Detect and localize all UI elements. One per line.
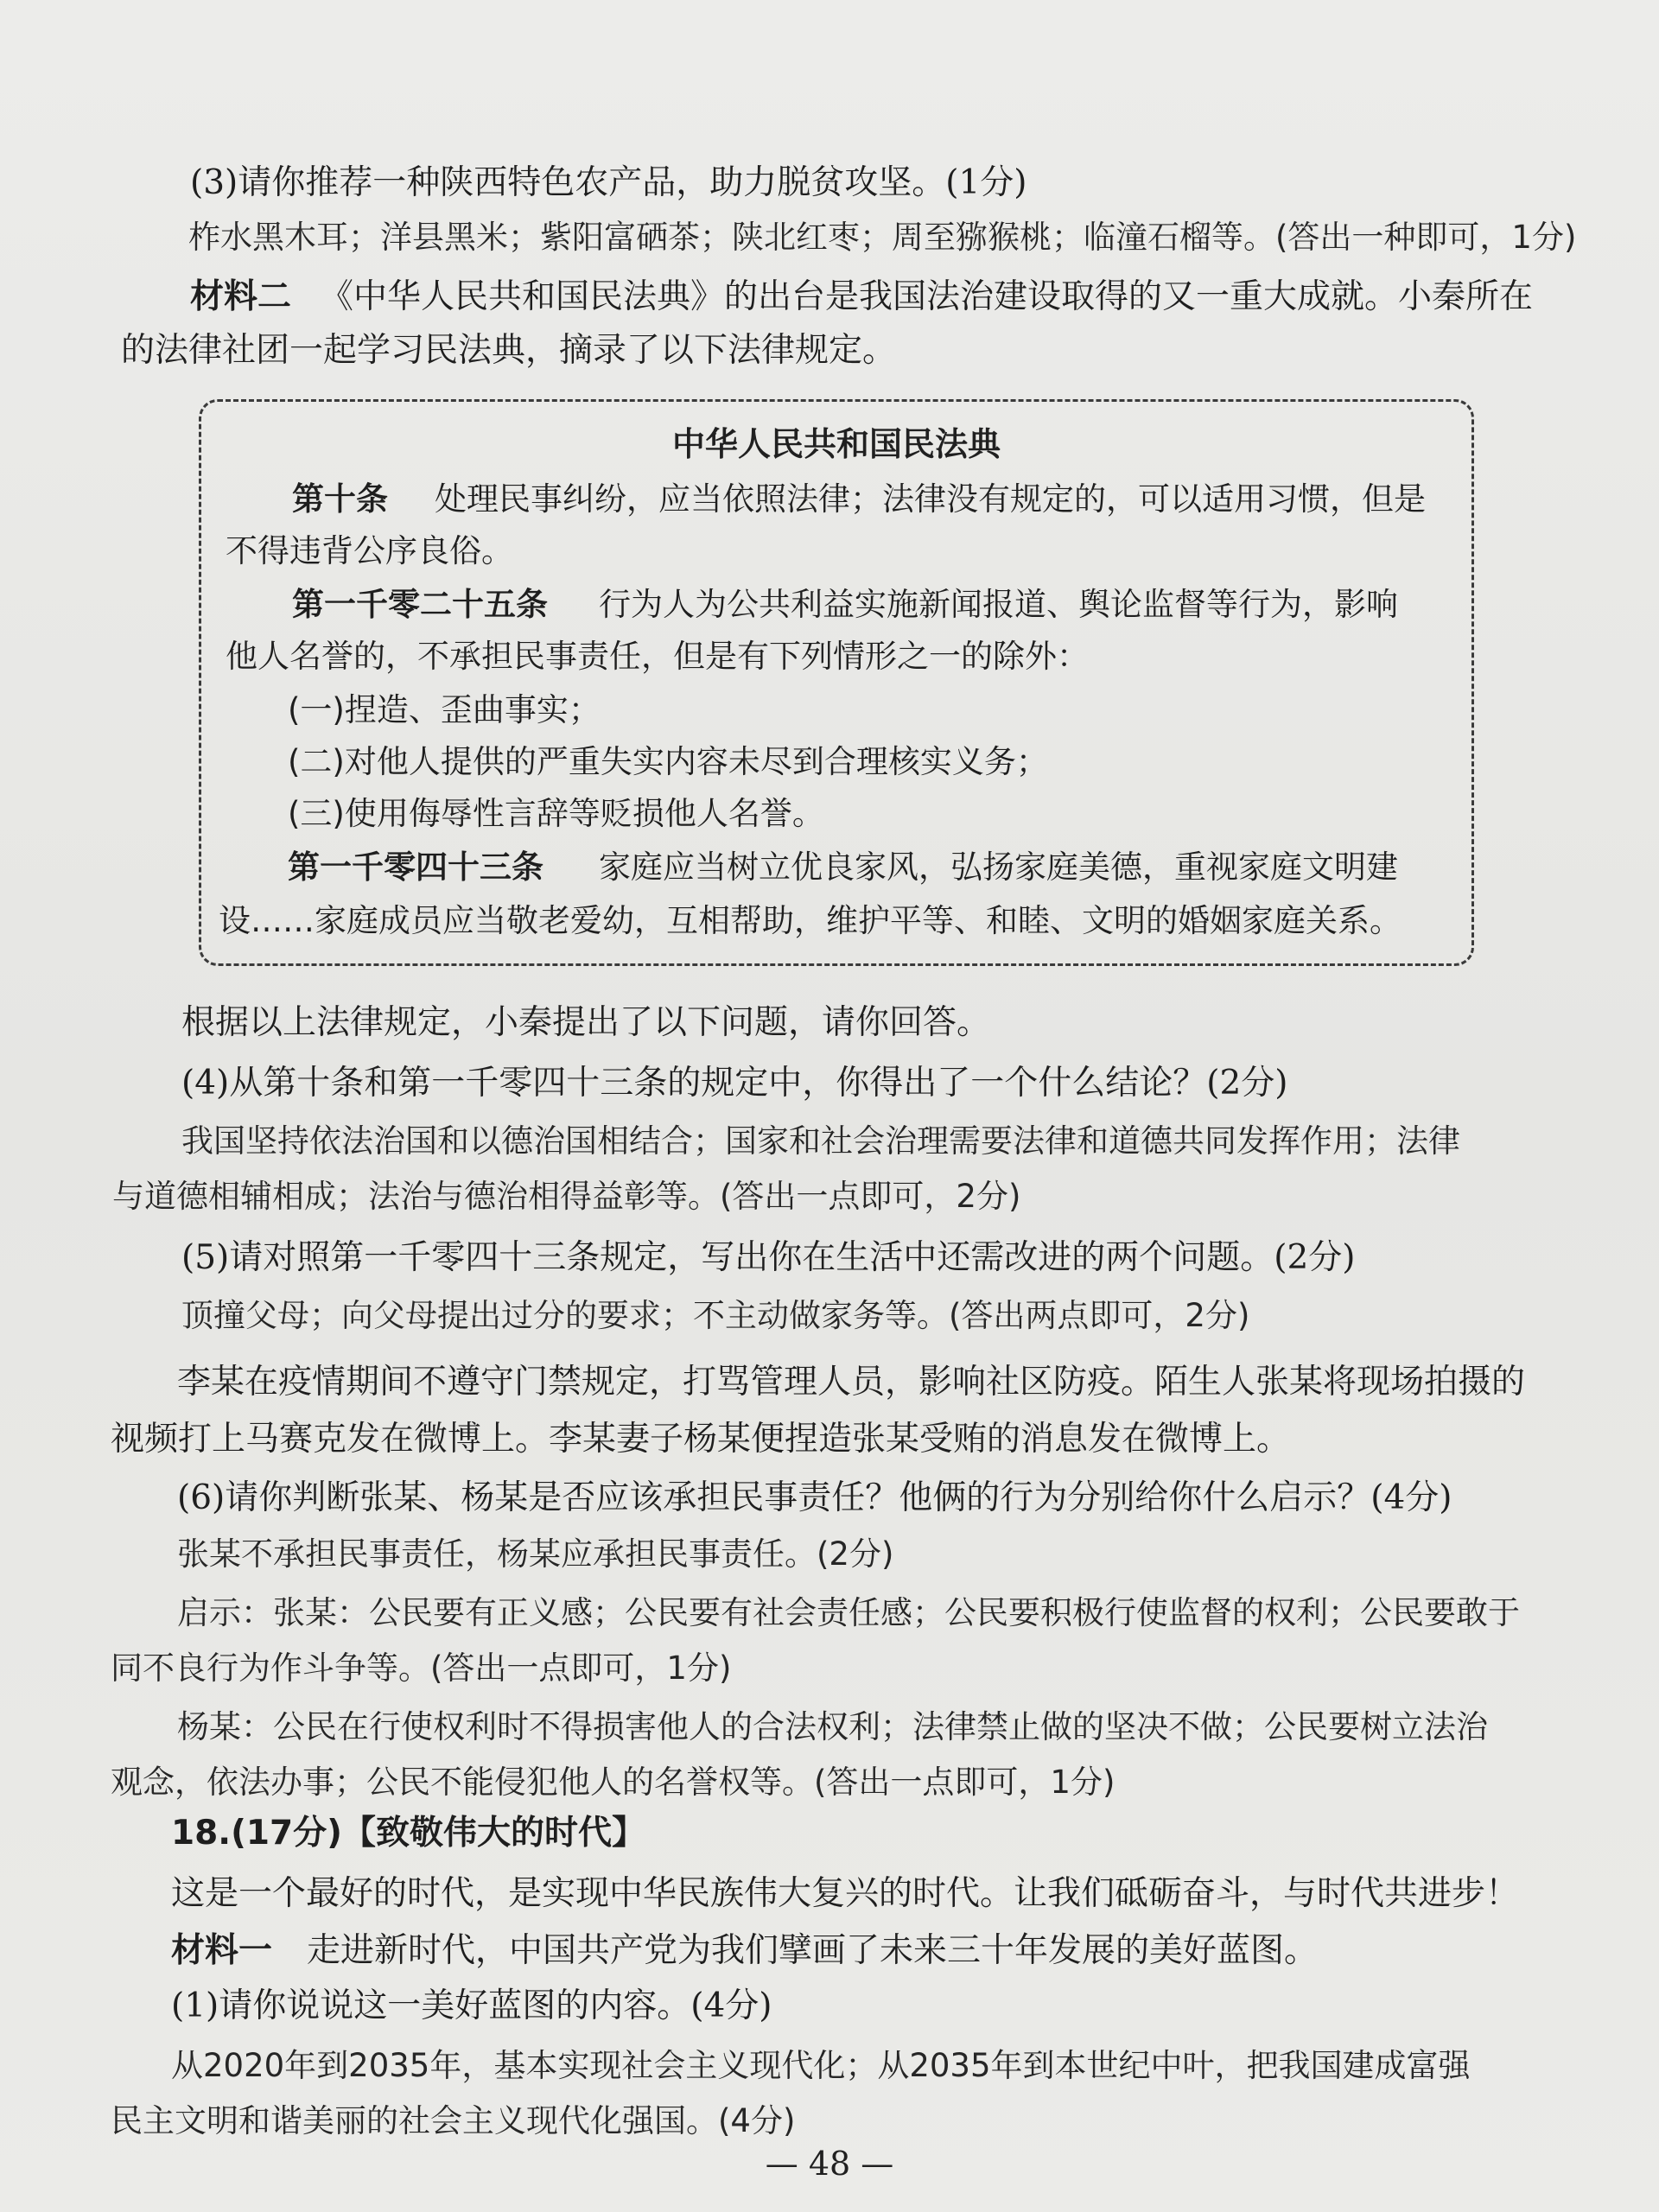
answer-6-line3: 同不良行为作斗争等。(答出一点即可，1分) xyxy=(111,1649,732,1687)
answer-6-line2: 启示：张某：公民要有正义感；公民要有社会责任感；公民要积极行使监督的权利；公民要敢于 xyxy=(177,1594,1520,1631)
civil-code-excerpt-box xyxy=(199,399,1474,966)
answer-18-1-line2: 民主文明和谐美丽的社会主义现代化强国。(4分) xyxy=(111,2102,796,2139)
article-1043-text-line2: 设……家庭成员应当敬老爱幼，互相帮助，维护平等、和睦、文明的婚姻家庭关系。 xyxy=(219,902,1402,939)
material-1-label: 材料一 xyxy=(171,1931,273,1970)
answer-4-line1: 我国坚持依法治国和以德治国相结合；国家和社会治理需要法律和道德共同发挥作用；法律 xyxy=(181,1122,1460,1160)
question-6: (6)请你判断张某、杨某是否应该承担民事责任？他俩的行为分别给你什么启示？(4分) xyxy=(177,1478,1452,1517)
article-1043-label: 第一千零四十三条 xyxy=(288,849,543,886)
article-10-label: 第十条 xyxy=(292,480,388,518)
page-number: — 48 — xyxy=(765,2145,894,2183)
question-4: (4)从第十条和第一千零四十三条的规定中，你得出了一个什么结论？(2分) xyxy=(181,1064,1288,1103)
article-1025-text-line2: 他人名誉的，不承担民事责任，但是有下列情形之一的除外： xyxy=(226,638,1089,675)
article-1025-text-line1: 行为人为公共利益实施新闻报道、舆论监督等行为，影响 xyxy=(599,586,1398,623)
article-1025-item-3: (三)使用侮辱性言辞等贬损他人名誉。 xyxy=(288,795,824,832)
material-1-text: 走进新时代，中国共产党为我们擘画了未来三十年发展的美好蓝图。 xyxy=(307,1931,1319,1970)
answer-6-line5: 观念，依法办事；公民不能侵犯他人的名誉权等。(答出一点即可，1分) xyxy=(111,1764,1116,1801)
question-18-1: (1)请你说说这一美好蓝图的内容。(4分) xyxy=(171,1986,772,2025)
answer-5: 顶撞父母；向父母提出过分的要求；不主动做家务等。(答出两点即可，2分) xyxy=(181,1297,1250,1334)
case-text-line2: 视频打上马赛克发在微博上。李某妻子杨某便捏造张某受贿的消息发在微博上。 xyxy=(111,1420,1291,1459)
question-18-intro: 这是一个最好的时代，是实现中华民族伟大复兴的时代。让我们砥砺奋斗，与时代共进步！ xyxy=(171,1874,1520,1913)
material-2-label: 材料二 xyxy=(190,277,292,316)
answer-6-line4: 杨某：公民在行使权利时不得损害他人的合法权利；法律禁止做的坚决不做；公民要树立法治 xyxy=(177,1708,1488,1745)
civil-code-title: 中华人民共和国民法典 xyxy=(671,425,1001,463)
question-18-heading: 18.(17分)【致敬伟大的时代】 xyxy=(171,1814,646,1853)
answer-18-1-line1: 从2020年到2035年，基本实现社会主义现代化；从2035年到本世纪中叶，把我国建成富强 xyxy=(171,2047,1471,2084)
article-1025-item-2: (二)对他人提供的严重失实内容未尽到合理核实义务； xyxy=(288,743,1048,780)
answer-3: 柞水黑木耳；洋县黑米；紫阳富硒茶；陕北红枣；周至猕猴桃；临潼石榴等。(答出一种即可，1分) xyxy=(188,219,1577,256)
question-5: (5)请对照第一千零四十三条规定，写出你在生活中还需改进的两个问题。(2分) xyxy=(181,1238,1356,1277)
article-1025-item-1: (一)捏造、歪曲事实； xyxy=(288,691,601,728)
article-1025-label: 第一千零二十五条 xyxy=(292,586,548,623)
article-10-text-line2: 不得违背公序良俗。 xyxy=(226,532,513,569)
article-10-text-line1: 处理民事纠纷，应当依照法律；法律没有规定的，可以适用习惯，但是 xyxy=(435,480,1426,518)
answer-4-line2: 与道德相辅相成；法治与德治相得益彰等。(答出一点即可，2分) xyxy=(112,1178,1021,1215)
article-1043-text-line1: 家庭应当树立优良家风，弘扬家庭美德，重视家庭文明建 xyxy=(599,849,1398,886)
case-text-line1: 李某在疫情期间不遵守门禁规定，打骂管理人员，影响社区防疫。陌生人张某将现场拍摄的 xyxy=(177,1363,1526,1402)
material-2-text-line2: 的法律社团一起学习民法典，摘录了以下法律规定。 xyxy=(121,331,897,370)
instruction-after-box: 根据以上法律规定，小秦提出了以下问题，请你回答。 xyxy=(181,1003,991,1042)
question-3: (3)请你推荐一种陕西特色农产品，助力脱贫攻坚。(1分) xyxy=(190,163,1027,202)
material-2-text-line1: 《中华人民共和国民法典》的出台是我国法治建设取得的又一重大成就。小秦所在 xyxy=(320,277,1534,316)
answer-6-line1: 张某不承担民事责任，杨某应承担民事责任。(2分) xyxy=(177,1535,894,1573)
